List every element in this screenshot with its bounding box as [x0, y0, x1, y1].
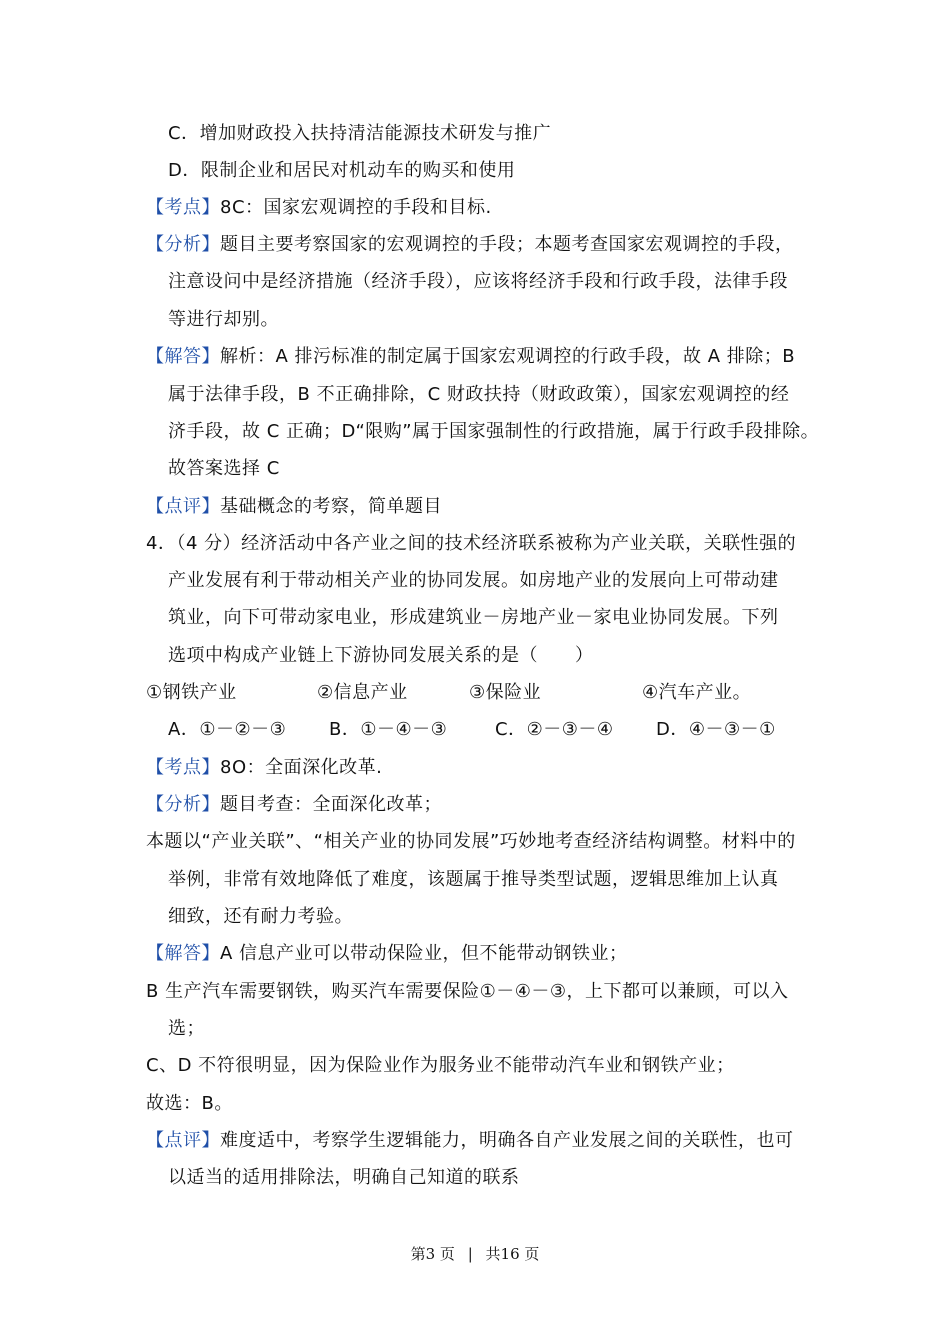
option-d: D．④－③－① [656, 719, 776, 740]
jieda-tag: 【解答】 [146, 943, 220, 964]
jieda-text: 故答案选择 C [168, 458, 280, 479]
jieda-text: 解析：A 排污标准的制定属于国家宏观调控的行政手段，故 A 排除；B [220, 346, 796, 367]
fenxi-text: 等进行却别。 [168, 309, 279, 330]
item-1: ①钢铁产业 [146, 682, 237, 703]
fenxi-text: 题目考查：全面深化改革； [220, 794, 442, 815]
page-total: 共16 页 [485, 1245, 540, 1263]
dianping-text: 难度适中，考察学生逻辑能力，明确各自产业发展之间的关联性，也可 [220, 1130, 794, 1151]
item-4: ④汽车产业。 [642, 682, 752, 703]
jieda-line [146, 344, 795, 370]
fenxi-line [146, 792, 442, 818]
kaodian-line [146, 755, 382, 781]
dianping-line [146, 1128, 794, 1154]
answer-text: 选； [168, 1018, 205, 1039]
fenxi-text: 注意设问中是经济措施（经济手段），应该将经济手段和行政手段，法律手段 [168, 271, 788, 292]
answer-text: B 生产汽车需要钢铁，购买汽车需要保险①－④－③，上下都可以兼顾，可以入 [146, 981, 789, 1002]
jieda-text: 济手段，故 C 正确；D“限购”属于国家强制性的行政措施，属于行政手段排除。 [168, 421, 820, 442]
option-c: C．增加财政投入扶持清洁能源技术研发与推广 [168, 123, 552, 144]
question-stem: 筑业，向下可带动家电业，形成建筑业－房地产业－家电业协同发展。下列 [168, 607, 779, 628]
item-3: ③保险业 [469, 682, 542, 703]
analysis-text: 举例，非常有效地降低了难度，该题属于推导类型试题，逻辑思维加上认真 [168, 869, 779, 890]
dianping-tag: 【点评】 [146, 496, 220, 517]
fenxi-tag: 【分析】 [146, 234, 220, 255]
answer-text: C、D 不符很明显，因为保险业作为服务业不能带动汽车业和钢铁产业； [146, 1055, 735, 1076]
item-2: ②信息产业 [317, 682, 408, 703]
question-stem: 选项中构成产业链上下游协同发展关系的是（ ） [168, 645, 594, 666]
analysis-text: 本题以“产业关联”、“相关产业的协同发展”巧妙地考查经济结构调整。材料中的 [146, 831, 796, 852]
jieda-tag: 【解答】 [146, 346, 220, 367]
kaodian-tag: 【考点】 [146, 197, 220, 218]
option-d: D．限制企业和居民对机动车的购买和使用 [168, 160, 516, 181]
jieda-text: A 信息产业可以带动保险业，但不能带动钢铁业； [220, 943, 628, 964]
option-a: A．①－②－③ [168, 719, 287, 740]
kaodian-tag: 【考点】 [146, 757, 220, 778]
analysis-text: 细致，还有耐力考验。 [168, 906, 353, 927]
fenxi-text: 题目主要考察国家的宏观调控的手段；本题考查国家宏观调控的手段， [220, 234, 794, 255]
dianping-text: 以适当的适用排除法，明确自己知道的联系 [168, 1167, 520, 1188]
jieda-line [146, 941, 628, 967]
option-c: C．②－③－④ [495, 719, 614, 740]
kaodian-text: 8O：全面深化改革. [220, 757, 383, 778]
fenxi-line [146, 232, 794, 258]
footer-separator: | [467, 1245, 473, 1263]
dianping-text: 基础概念的考察，简单题目 [220, 496, 442, 517]
jieda-text: 属于法律手段，B 不正确排除，C 财政扶持（财政政策），国家宏观调控的经 [168, 384, 790, 405]
kaodian-text: 8C：国家宏观调控的手段和目标. [220, 197, 492, 218]
question-stem: 4．（4 分）经济活动中各产业之间的技术经济联系被称为产业关联，关联性强的 [146, 533, 797, 554]
page-number: 第3 页 [410, 1245, 455, 1263]
option-b: B．①－④－③ [329, 719, 448, 740]
fenxi-tag: 【分析】 [146, 794, 220, 815]
kaodian-line [146, 195, 492, 221]
question-stem: 产业发展有利于带动相关产业的协同发展。如房地产业的发展向上可带动建 [168, 570, 779, 591]
answer-text: 故选：B。 [146, 1093, 233, 1114]
dianping-tag: 【点评】 [146, 1130, 220, 1151]
page-footer [0, 1243, 950, 1264]
dianping-line [146, 494, 442, 520]
